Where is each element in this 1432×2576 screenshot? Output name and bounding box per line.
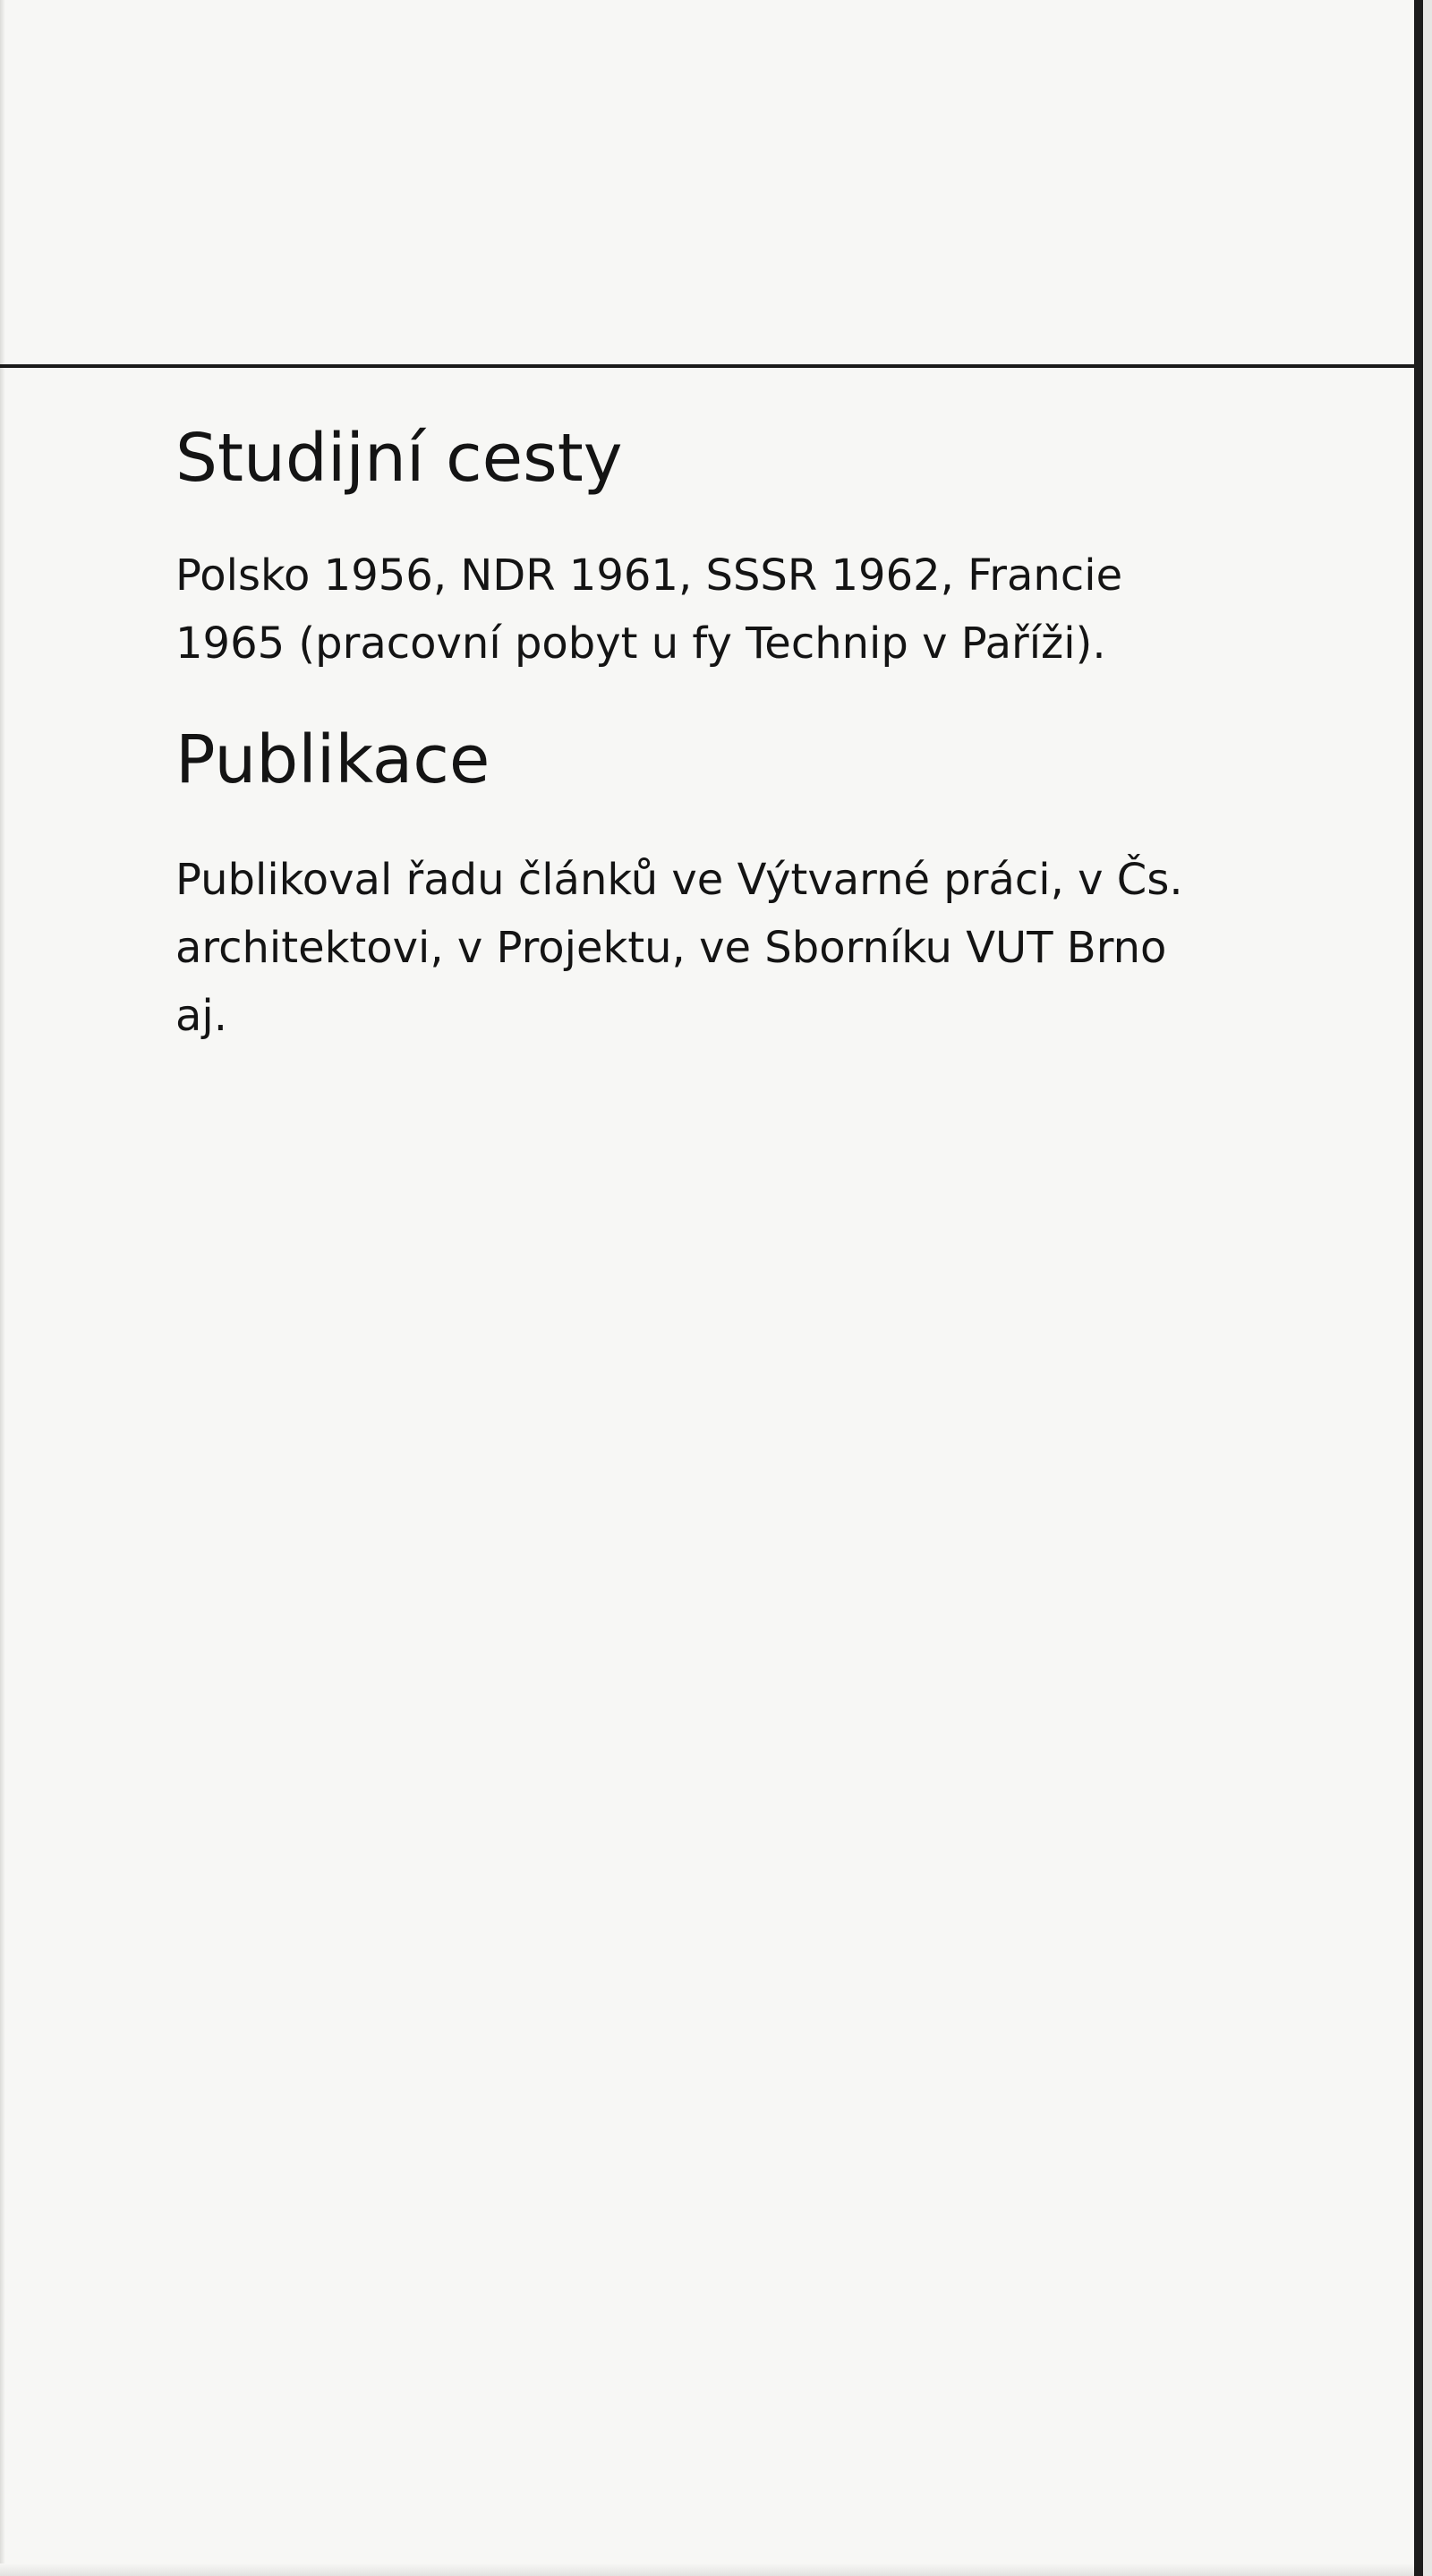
top-divider-rule	[0, 364, 1414, 368]
publications-line: aj.	[175, 991, 228, 1041]
study-trips-text	[175, 542, 1294, 678]
page-bottom-edge	[0, 2563, 1414, 2576]
study-trips-line: 1965 (pracovní pobyt u fy Technip v Paříži).	[175, 618, 1106, 669]
study-trips-line: Polsko 1956, NDR 1961, SSSR 1962, Francie	[175, 550, 1123, 601]
section-heading-study-trips: Studijní cesty	[175, 420, 623, 497]
publications-line: architektovi, v Projektu, ve Sborníku VUT Brno	[175, 923, 1167, 973]
page-edge-shadow	[0, 0, 5, 2576]
publications-text	[175, 846, 1294, 1050]
publications-line: Publikoval řadu článků ve Výtvarné práci, v Čs.	[175, 855, 1183, 905]
section-heading-publications: Publikace	[175, 721, 490, 798]
